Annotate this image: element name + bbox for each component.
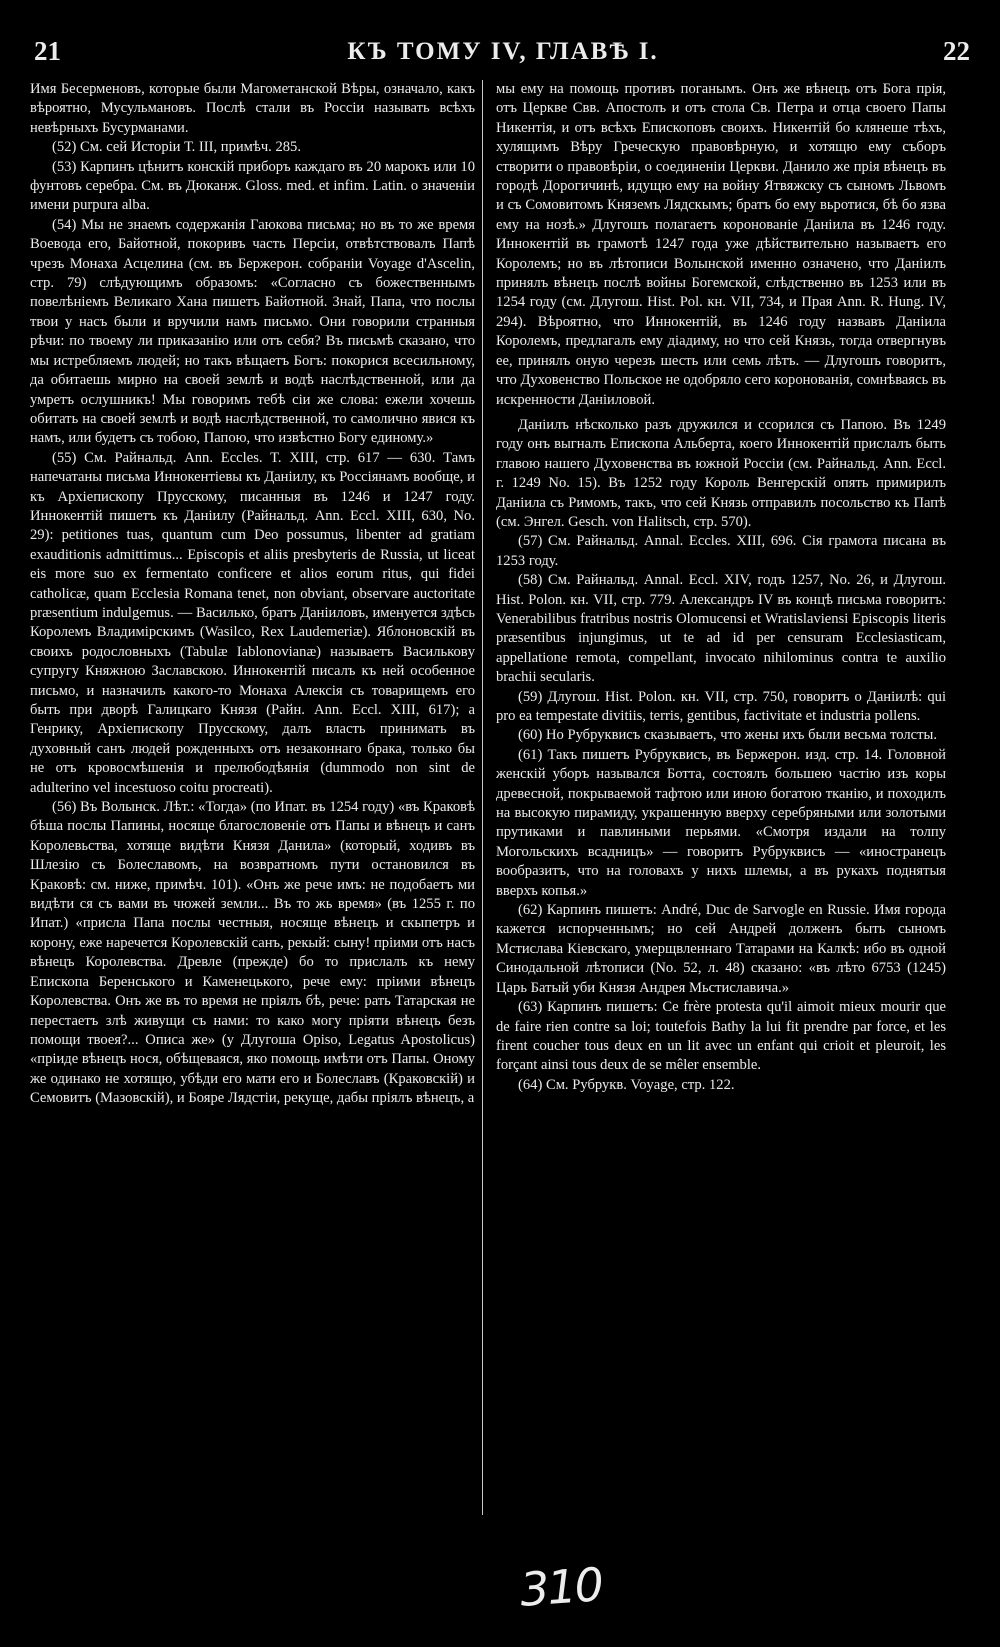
handwritten-page-number: 310 [518,1557,604,1617]
running-title: КЪ ТОМУ IV, ГЛАВѢ I. [347,38,659,65]
note-text: (62) Карпинъ пишетъ: André, Duc de Sarvogle en Russie. Имя города кажется испорченнымъ; но сей Андрей долженъ быть сыномъ Мстислава Кіевскаго, умерщвленнаго Татарами на Калкѣ: ибо въ одной Синодальной лѣтописи (No. 52, л. 48) сказано: «въ лѣто 6753 (1245) Царь Батый уби Князя Андрея Мьстиславича.» [496,902,946,996]
note-text: Имя Бесерменовъ, которые были Магометанской Вѣры, означало, какъ вѣроятно, Мусульмановъ. Послѣ стали въ Россіи называть всѣхъ невѣрныхъ Бусурманами. [30,81,475,136]
note-text: (58) См. Райнальд. Annal. Eccl. XIV, годъ 1257, No. 26, и Длугош. Hist. Polon. кн. VII, стр. 779. Александръ IV въ концѣ письма говоритъ: Venerabilibus fratribus nostris Olomucensi et Wratislaviensi Episcopis literis præsentibus injungimus, ut te ad id per censuram Ecclesiasticam, appellatione remota, compellant, invocato nihilominus contra te auxilio brachii secularis. [496,572,946,686]
right-column [496,80,946,1095]
column-divider [482,80,483,1515]
note-text: (59) Длугош. Hist. Polon. кн. VII, стр. 750, говоритъ о Даніилѣ: qui pro ea tempestate divitiis, terris, gentibus, factivitate et industria pollens. [496,688,946,724]
note-text: Даніилъ нѣсколько разъ дружился и ссорился съ Папою. Въ 1249 году онъ выгналъ Епископа Альберта, коего Иннокентій прислалъ быть главою нашего Духовенства въ южной Россіи (см. Райнальд. Ann. Eccl. г. 1249 No. 15). Въ 1252 году Король Венгерскій опять примирилъ Даніила съ Римомъ, такъ, что сей Князь отправилъ посольство къ Папѣ (см. Энгел. Gesch. von Halitsch, стр. 570). [496,416,946,530]
note-text: (54) Мы не знаемъ содержанія Гаюкова письма; но въ то же время Воевода его, Байотной, покоривъ часть Персіи, отвѣтствовалъ Папѣ чрезъ Монаха Асцелина (см. въ Бержерон. собраніи Voyage d'Ascelin, стр. 79) слѣдующимъ образомъ: «Согласно съ божественнымъ повелѣніемъ Великаго Хана пишетъ Байотной. Знай, Папа, что послы твои у насъ были и вручили намъ письмо. Они говорили странныя рѣчи: по твоему ли приказанію или отъ себя? Въ письмѣ сказано, что мы истребляемъ людей; но такъ вѣщаетъ Богъ: покорися всесильному, да обитаешь мирно на своей землѣ и водѣ наслѣдственной, или да умретъ ослушникъ! Мы говоримъ тебѣ сіи же слова: ежели хочешь обитать на своей землѣ и водѣ наслѣдственной, то самолично явися къ намъ, или будетъ съ тобою, Папою, что извѣстно Богу единому.» [30,216,475,447]
note-text: (60) Но Рубруквисъ сказываетъ, что жены ихъ были весьма толсты. [518,727,937,744]
page-number-right: 22 [943,36,970,66]
note-text: (64) См. Рубрукв. Voyage, стр. 122. [518,1076,735,1093]
page-number-left: 21 [34,36,61,66]
note-text: (52) См. сей Исторіи Т. III, примѣч. 285. [52,139,302,156]
note-text: (61) Такъ пишетъ Рубруквисъ, въ Бержерон. изд. стр. 14. Головной женскій уборъ назывался Ботта, состоялъ большею частію изъ коры древесной, покрываемой тафтою или иною богатою тканію, и походилъ на высокую пирамиду, украшенную вверху серебряными или золотыми прутиками и павлиными перьями. «Смотря издали на толпу Могольскихъ всадницъ» — говоритъ Рубруквисъ — «иностранецъ вообразитъ, что на головахъ у нихъ шлемы, а въ рукахъ поднятыя вверхъ копья.» [496,746,946,899]
note-text: (57) См. Райнальд. Annal. Eccles. XIII, 696. Сія грамота писана въ 1253 году. [496,533,946,569]
note-text: (53) Карпинъ цѣнитъ конскій приборъ каждаго въ 20 марокъ или 10 фунтовъ серебра. См. въ Дюканж. Gloss. med. et infim. Latin. о значеніи имени purpura alba. [30,158,475,214]
note-text: (56) Въ Волынск. Лѣт.: «Тогда» (по Ипат. въ 1254 году) «въ Краковѣ бѣша послы Папины, носяще благословеніе отъ Папы и вѣнецъ и санъ Королевьства, хотяще видѣти Князя Данила» (который, ходивъ въ Шлезію съ Болеславомъ, на возвратномъ пути остановился въ Краковѣ: см. ниже, примѣч. 101). «Онъ же рече имъ: не подобаетъ ми видѣти ся съ вами въ чюжей земли... Въ то жь время» (въ 1255 г. по Ипат.) «присла Папа послы честныя, носяще вѣнецъ и скыпетръ и корону, еже наречется Королевскій санъ, рекый: сыну! пріими отъ насъ вѣнецъ Королевства. Древле (прежде) бо то прислалъ къ нему Епископа Беренського и Каменецького, рече ему: пріими вѣнецъ Королевства. Онъ же въ то время не пріялъ бѣ, рече: рать Татарская не перестаетъ злѣ живущи съ нами: то како могу пріяти вѣнецъ безъ помощи твоея?... Описа же» (у Длугоша Opiso, Legatus Apostolicus) «пріиде вѣнецъ нося, обѣщеваяся, яко помощь имѣти отъ Папы. Оному же одинако не хотящю, убѣди его мати его и Болеславъ (Краковскій) и Семовитъ (Мазовскій), и Бояре Лядстіи, рекуще, дабы пріялъ вѣнецъ, а [30,799,475,1107]
note-text: (63) Карпинъ пишетъ: Ce frère protesta qu'il aimoit mieux mourir que de faire rien contre sa loi; toutefois Bathy la lui fit prendre par force, et les firent coucher tous deux en un lit avec un enfant qui crioit et pleuroit, les forçant ainsi tous deux de se mêler ensemble. [496,999,946,1074]
note-text: (55) См. Райнальд. Ann. Eccles. T. XIII, стр. 617 — 630. Тамъ напечатаны письма Иннокентіевы къ Даніилу, къ Россіянамъ вообще, и къ Архіепископу Прусскому, писанныя въ 1246 и 1247 году. Иннокентій пишетъ къ Даніилу (Райнальд. Ann. Eccl. XIII, 630, No. 29): petitiones tuas, quantum cum Deo possumus, libenter ad gratiam exauditionis admittimus... Episcopis et aliis presbyteris de Russia, ut liceat eis more suo ex fermentato conficere et alios eorum ritus, qui fidei catholicæ, quam Ecclesia Romana tenet, non obviant, observare auctoritate præsentium indulgemus. — Василько, братъ Даніиловъ, именуется здѣсь Королемъ Владимірскимъ (Wasilco, Rex Laudemeriæ). Яблоновскій въ своихъ родословныхъ (Tabulæ Iablonovianæ) называетъ Васильковy супругу Княжною Заславскою. Иннокентій писалъ къ ней особенное письмо, и назначилъ какого-то Монаха Алексія съ товарищемъ его быть при дворѣ Галицкаго Князя (Райн. Ann. Eccl. XIII, 617); а Генрику, Архіепископу Прусскому, далъ власть принимать въ духовный санъ людей рожденныхъ отъ незаконнаго брака, только бы не отъ кровосмѣшенія и прелюбодѣянія (dummodo non sint de adulterino vel incestuoso coitu procreati). [30,449,475,796]
left-column [30,80,475,1109]
note-text: мы ему на помощь противъ поганымъ. Онъ же вѣнецъ отъ Бога прія, отъ Церкве Свв. Апостолъ и отъ стола Св. Петра и отца своего Папы Никентія, и отъ всѣхъ Епископовъ своихъ. Никентій бо клянеше тѣхъ, хулящимъ Вѣру Греческую правовѣрную, и хотящю ему съборъ створити о правовѣріи, о соединеніи Церкви. Данило же прія вѣнецъ въ городѣ Дорогичинѣ, идущю ему на войну Ятвяжску съ сыномъ Львомъ и съ Сомовитомъ Княземъ Лядскымъ; братъ бо ему вьротися, бѣ бо язва ему на нозѣ.» Длугошъ полагаетъ коронованіе Даніила въ 1246 году. Иннокентій въ грамотѣ 1247 года уже дѣйствительно называетъ его Королемъ; но въ лѣтописи Волынской именно означено, что Даніилъ принялъ вѣнецъ послѣ войны Богемской, слѣдственно въ 1253 или въ 1254 году (см. Длугош. Hist. Pol. кн. VII, 734, и Прая Ann. R. Hung. IV, 294). Вѣроятно, что Иннокентій, въ 1246 году назвавъ Даніила Королемъ, предлагалъ ему діадиму, но что сей Князь, тогда отвергнувъ ее, принялъ оную черезъ шесть или семь лѣтъ. — Длугошъ говоритъ, что Духовенство Польское не одобряло сего коронованія, сомнѣваясь въ искренности Даніиловой. [496,81,946,408]
page-header [30,36,976,76]
